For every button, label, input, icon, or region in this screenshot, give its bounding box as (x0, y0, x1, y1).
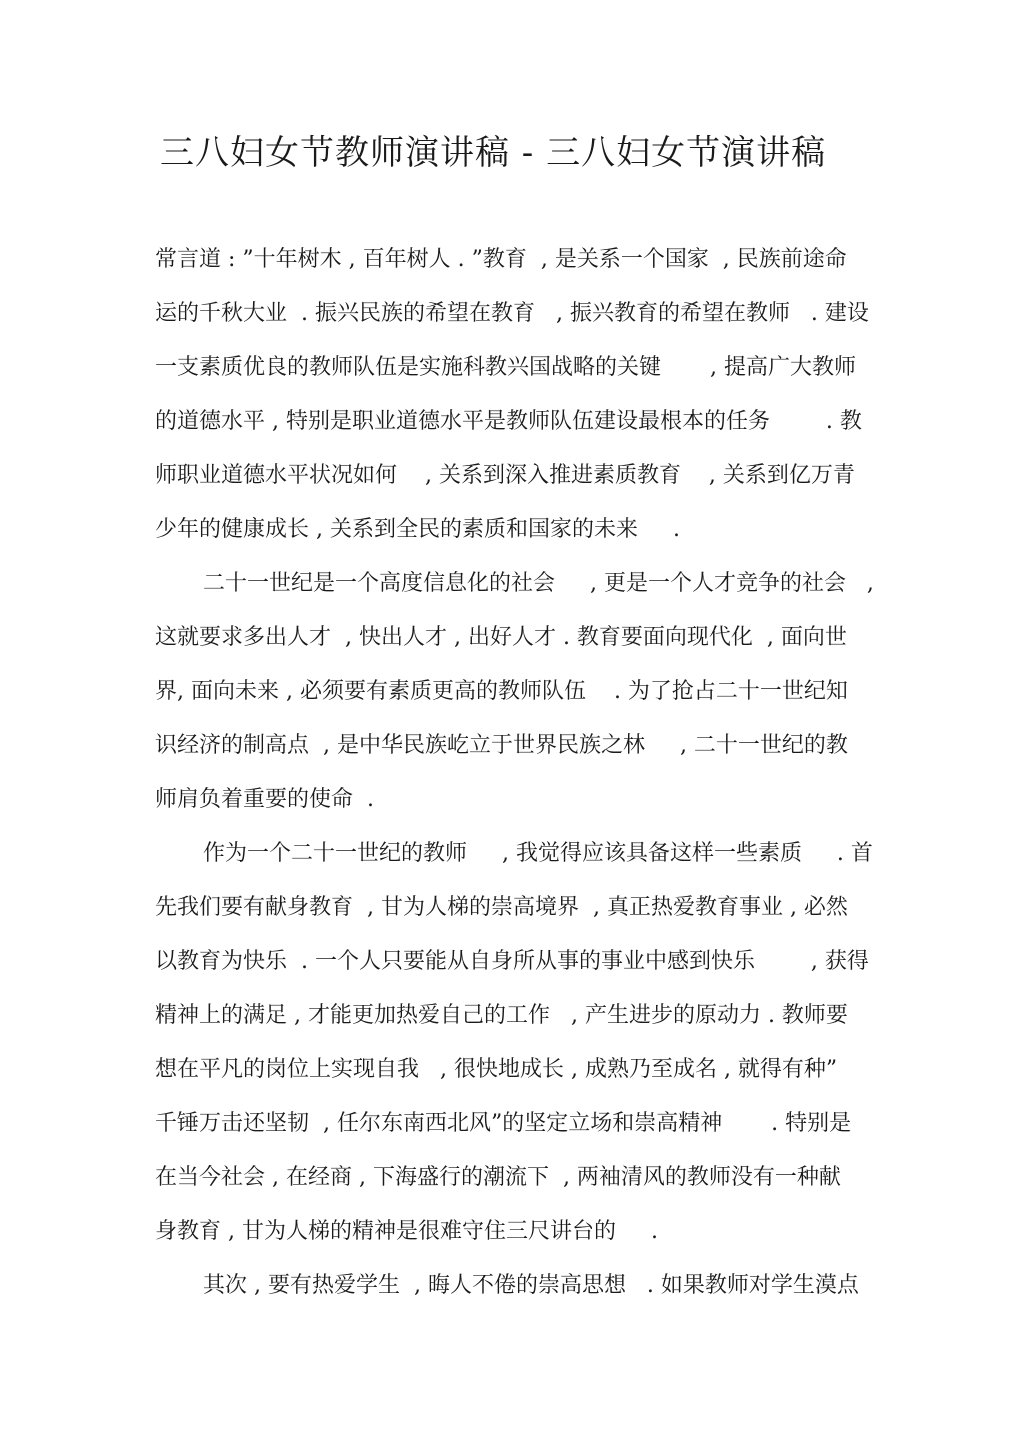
document-body (155, 238, 885, 1318)
text-line: 二十一世纪是一个高度信息化的社会 , 更是一个人才竞争的社会 , (203, 571, 874, 596)
text-line: 师肩负着重要的使命 . (155, 787, 374, 812)
text-line: 这就要求多出人才 , 快出人才 , 出好人才 . 教育要面向现代化 , 面向世 (155, 625, 847, 650)
text-line: 千锤万击还坚韧 , 任尔东南西北风”的坚定立场和崇高精神 . 特别是 (155, 1111, 852, 1136)
document-title: 三八妇女节教师演讲稿 - 三八妇女节演讲稿 (160, 133, 827, 173)
text-line: 少年的健康成长 , 关系到全民的素质和国家的未来 . (155, 517, 680, 542)
text-line: 师职业道德水平状况如何 , 关系到深入推进素质教育 , 关系到亿万青 (155, 463, 855, 488)
text-line: 其次 , 要有热爱学生 , 晦人不倦的崇高思想 . 如果教师对学生漠点 (203, 1273, 859, 1298)
text-line: 识经济的制高点 , 是中华民族屹立于世界民族之林 , 二十一世纪的教 (155, 733, 848, 758)
text-line: 精神上的满足 , 才能更加热爱自己的工作 , 产生进步的原动力 . 教师要 (155, 1003, 848, 1028)
text-line: 运的千秋大业 . 振兴民族的希望在教育 , 振兴教育的希望在教师 . 建设 (155, 301, 869, 326)
text-line: 想在平凡的岗位上实现自我 , 很快地成长 , 成熟乃至成名 , 就得有种” (155, 1057, 838, 1082)
text-line: 在当今社会 , 在经商 , 下海盛行的潮流下 , 两袖清风的教师没有一种献 (155, 1165, 841, 1190)
text-line: 以教育为快乐 . 一个人只要能从自身所从事的事业中感到快乐 , 获得 (155, 949, 869, 974)
text-line: 先我们要有献身教育 , 甘为人梯的崇高境界 , 真正热爱教育事业 , 必然 (155, 895, 848, 920)
text-line: 身教育 , 甘为人梯的精神是很难守住三尺讲台的 . (155, 1219, 658, 1244)
text-line: 常言道 : ”十年树木 , 百年树人 . ”教育 , 是关系一个国家 , 民族前途命 (155, 247, 847, 272)
text-line: 的道德水平 , 特别是职业道德水平是教师队伍建设最根本的任务 . 教 (155, 409, 862, 434)
text-line: 界, 面向未来 , 必须要有素质更高的教师队伍 . 为了抢占二十一世纪知 (155, 679, 848, 704)
text-line: 作为一个二十一世纪的教师 , 我觉得应该具备这样一些素质 . 首 (203, 841, 873, 866)
text-line: 一支素质优良的教师队伍是实施科教兴国战略的关键 , 提高广大教师 (155, 355, 856, 380)
